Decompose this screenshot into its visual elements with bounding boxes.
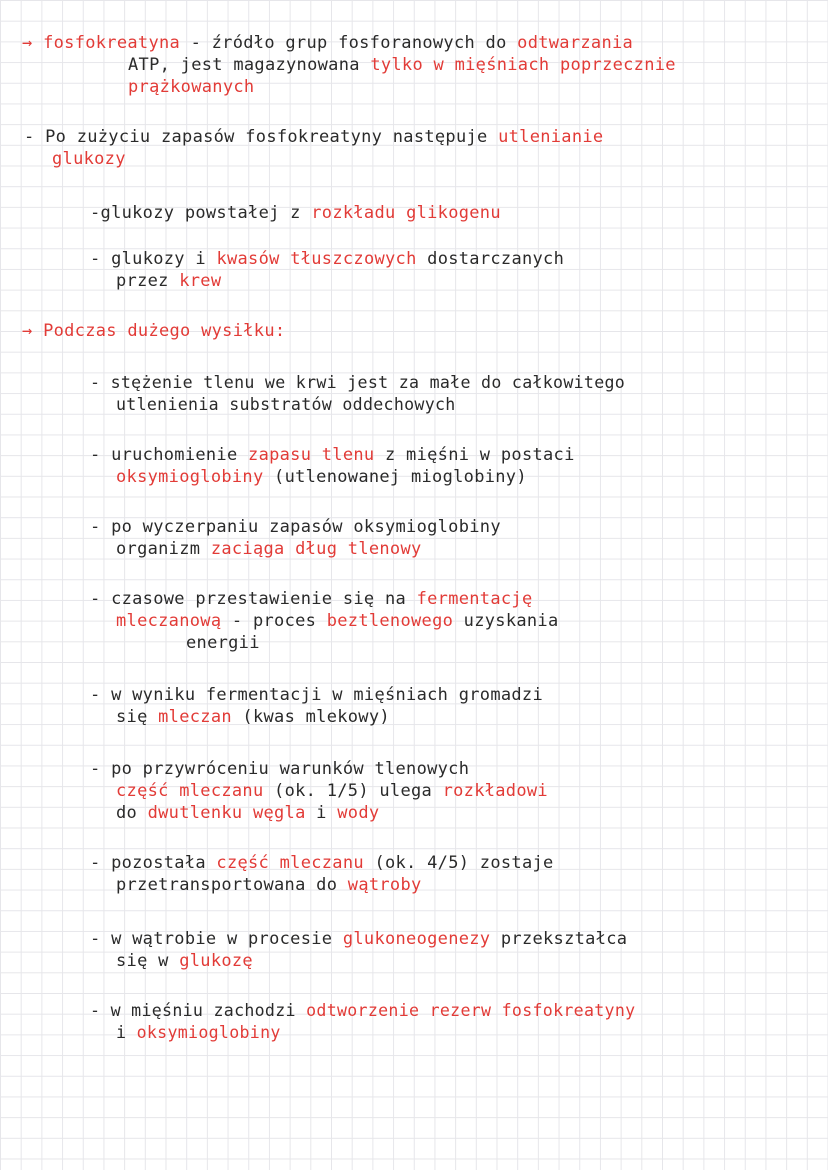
term: kwasów tłuszczowych: [216, 249, 417, 269]
text: się w: [116, 951, 180, 971]
text: - w wątrobie w procesie: [90, 929, 343, 949]
term: mleczan: [158, 707, 232, 727]
sub-item-2: [90, 248, 564, 292]
text: (utlenowanej mioglobiny): [263, 467, 527, 487]
term: prążkowanych: [128, 77, 255, 97]
arrow-right-icon: →: [22, 33, 33, 53]
term: oksymioglobiny: [136, 1023, 281, 1042]
term: beztlenowego: [326, 611, 454, 631]
effort-item-7: [90, 852, 554, 896]
term: tylko w mięśniach poprzecznie: [370, 55, 676, 75]
term: wody: [337, 803, 380, 823]
term: wątroby: [347, 875, 422, 895]
term: rozkładu glikogenu: [311, 203, 501, 223]
term: glukoneogenezy: [342, 929, 491, 949]
term: zapasu tlenu: [248, 445, 375, 465]
text: - proces: [221, 611, 327, 631]
text: i: [116, 1023, 137, 1042]
text: z mięśni w postaci: [374, 445, 575, 465]
effort-item-3: [90, 516, 501, 560]
term: rozkładowi: [442, 781, 548, 801]
term: odtworzenie rezerw fosfokreatyny: [306, 1001, 636, 1020]
text: i: [305, 803, 338, 823]
effort-item-1: [90, 372, 625, 416]
sub-item-1: [90, 202, 501, 224]
text: glukozy powstałej z: [100, 203, 312, 223]
effort-item-5: [90, 684, 543, 728]
text: Po zużyciu zapasów fosfokreatyny następuje: [45, 127, 499, 147]
text: - źródło grup fosforanowych do: [180, 33, 518, 53]
arrow-right-icon: →: [22, 321, 33, 341]
term: glukozę: [179, 951, 253, 971]
text: ATP, jest magazynowana: [128, 55, 371, 75]
text: - czasowe przestawienie się na: [90, 589, 417, 609]
text: - po przywróceniu warunków tlenowych: [90, 759, 470, 779]
effort-item-8: [90, 928, 627, 972]
text: - po wyczerpaniu zapasów oksymioglobiny: [90, 517, 501, 537]
text: organizm: [116, 539, 211, 559]
term: glukozy: [52, 149, 126, 169]
dash: -: [90, 203, 101, 223]
text: utlenienia substratów oddechowych: [116, 395, 456, 414]
after-note: [24, 126, 603, 170]
term: fermentację: [416, 589, 533, 609]
text: (ok. 1/5) ulega: [263, 781, 443, 801]
term: krew: [179, 271, 222, 291]
term: część mleczanu: [216, 853, 364, 873]
text: - w wyniku fermentacji w mięśniach gromadzi: [90, 685, 543, 705]
term: część mleczanu: [116, 781, 264, 801]
effort-item-6: [90, 758, 548, 824]
text: - pozostała: [90, 853, 217, 873]
dash: -: [24, 127, 35, 147]
effort-item-4: [90, 588, 559, 654]
term: dwutlenku węgla: [147, 803, 306, 823]
term: utlenianie: [498, 127, 604, 147]
term: oksymioglobiny: [116, 467, 264, 487]
text: do: [116, 803, 148, 823]
text: (ok. 4/5) zostaje: [363, 853, 554, 873]
text: energii: [186, 633, 260, 653]
text: glukozy i: [111, 249, 217, 269]
dash: -: [90, 249, 101, 269]
term: zaciąga dług tlenowy: [210, 539, 422, 559]
text: dostarczanych: [416, 249, 565, 269]
intro-note: [22, 32, 676, 98]
text: się: [116, 707, 159, 727]
text: uzyskania: [453, 611, 559, 631]
text: - stężenie tlenu we krwi jest za małe do całkowitego: [90, 373, 626, 392]
text: - uruchomienie: [90, 445, 249, 465]
term-fosfokreatyna: fosfokreatyna: [43, 33, 181, 53]
effort-heading: [22, 320, 285, 342]
heading-text: Podczas dużego wysiłku:: [43, 321, 286, 341]
text: przez: [116, 271, 180, 291]
text: - w mięśniu zachodzi: [90, 1001, 307, 1020]
effort-item-9: [90, 1000, 635, 1044]
text: przekształca: [490, 929, 628, 949]
effort-item-2: [90, 444, 575, 488]
term: mleczanową: [116, 611, 222, 631]
text: przetransportowana do: [116, 875, 348, 895]
text: (kwas mlekowy): [231, 707, 390, 727]
term: odtwarzania: [517, 33, 634, 53]
